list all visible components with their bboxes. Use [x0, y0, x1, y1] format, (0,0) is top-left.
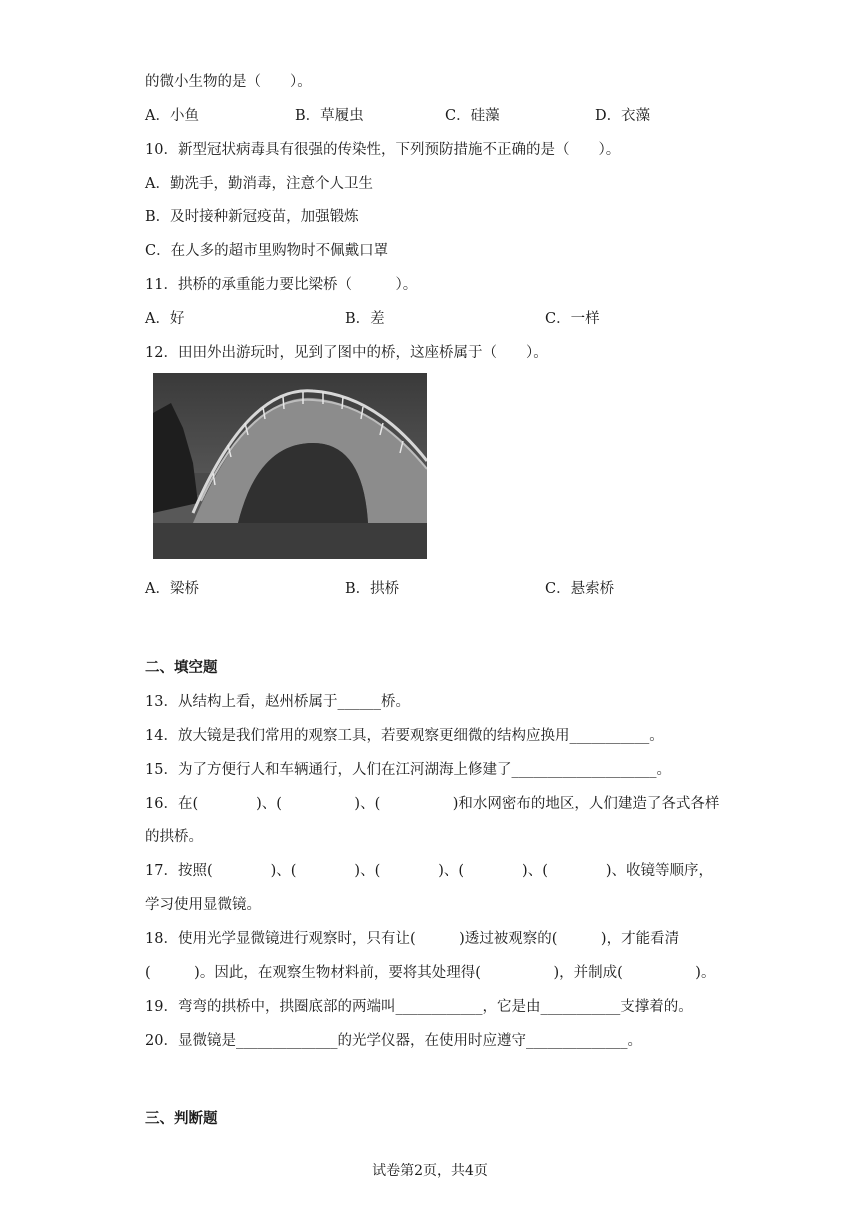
q10-option-a: A．勤洗手，勤消毒，注意个人卫生 [145, 176, 373, 192]
q14: 14．放大镜是我们常用的观察工具，若要观察更细微的结构应换用___________。 [145, 728, 664, 744]
q11-option-b: B．差 [345, 311, 385, 327]
q15: 15．为了方便行人和车辆通行，人们在江河湖海上修建了____________________。 [145, 762, 671, 778]
q11-option-a: A．好 [145, 311, 185, 327]
q12-stem: 12．田田外出游玩时，见到了图中的桥，这座桥属于（ ）。 [145, 345, 548, 361]
q12-option-a: A．梁桥 [145, 581, 199, 597]
bridge-photo [153, 373, 427, 559]
q16-line1: 16．在( )、( )、( )和水网密布的地区，人们建造了各式各样 [145, 796, 720, 812]
q10-option-c: C．在人多的超市里购物时不佩戴口罩 [145, 243, 389, 259]
section-true-false-title: 三、判断题 [145, 1110, 218, 1127]
q17-line1: 17．按照( )、( )、( )、( )、( )、收镜等顺序， [145, 863, 714, 879]
page-footer: 试卷第2页，共4页 [372, 1163, 488, 1179]
q9-option-a: A．小鱼 [145, 108, 199, 124]
q16-line2: 的拱桥。 [145, 829, 203, 845]
q10-option-b: B．及时接种新冠疫苗，加强锻炼 [145, 209, 359, 225]
q11-stem: 11．拱桥的承重能力要比梁桥（ ）。 [145, 277, 418, 293]
q9-option-b: B．草履虫 [295, 108, 364, 124]
q12-option-c: C．悬索桥 [545, 581, 615, 597]
q20: 20．显微镜是______________的光学仪器，在使用时应遵守______________。 [145, 1033, 642, 1049]
q18-line1: 18．使用光学显微镜进行观察时，只有让( )透过被观察的( )，才能看清 [145, 931, 680, 947]
section-fill-in-title: 二、填空题 [145, 659, 218, 676]
q9-option-c: C．硅藻 [445, 108, 500, 124]
q10-stem: 10．新型冠状病毒具有很强的传染性，下列预防措施不正确的是（ ）。 [145, 142, 621, 158]
q9-option-d: D．衣藻 [595, 108, 651, 124]
q18-line2: ( )。因此，在观察生物材料前，要将其处理得( )，并制成( )。 [145, 965, 716, 981]
q19: 19．弯弯的拱桥中，拱圈底部的两端叫____________，它是由___________支撑着的。 [145, 999, 693, 1015]
q11-option-c: C．一样 [545, 311, 600, 327]
q13: 13．从结构上看，赵州桥属于______桥。 [145, 694, 410, 710]
q9-tail: 的微小生物的是（ ）。 [145, 74, 312, 90]
q12-option-b: B．拱桥 [345, 581, 400, 597]
arch-bridge-illustration [153, 373, 427, 559]
q17-line2: 学习使用显微镜。 [145, 897, 261, 913]
